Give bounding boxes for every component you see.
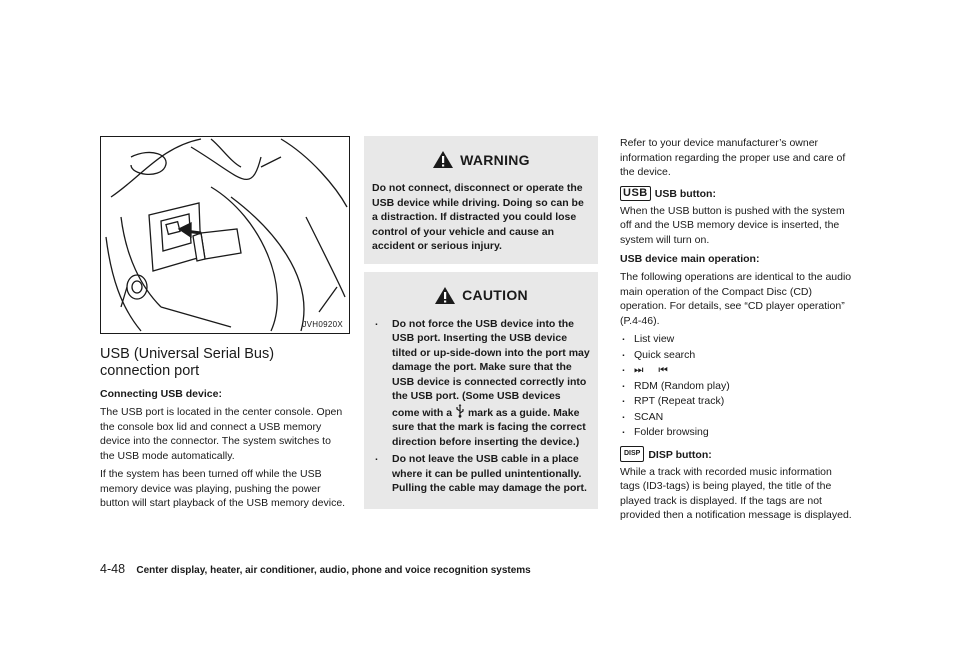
warning-box <box>364 136 598 264</box>
disp-key-icon: DISP <box>620 446 644 462</box>
paragraph: If the system has been turned off while the USB memory device was playing, pushing the power button will start playback of the USB memory device. <box>100 468 346 509</box>
list-item: . SCAN <box>620 410 852 425</box>
list-item: . Quick search <box>620 348 852 363</box>
caution-box <box>364 272 598 509</box>
paragraph: The USB port is located in the center console. Open the console box lid and connect a USB memory device into the connector. The system switches to the USB mode automatically. <box>100 406 343 462</box>
disp-button-heading-row <box>620 446 852 462</box>
operations-list <box>620 332 852 440</box>
warning-text: Do not connect, disconnect or operate the USB device while driving. Doing so can be a distraction. If distracted you could lose control of your vehicle and cause an accident or serious injury. <box>372 182 584 252</box>
middle-column <box>364 136 598 509</box>
list-item: . ⏭ ⏮ <box>620 363 852 378</box>
paragraph: While a track with recorded music information tags (ID3-tags) is being played, the title of the played track is displayed. If the tags are not provided then a notification message is displayed. <box>620 465 852 521</box>
paragraph: When the USB button is pushed with the system off and the USB memory device is inserted, the system will turn on. <box>620 204 845 246</box>
warning-triangle-icon <box>432 150 454 169</box>
disp-button-heading: DISP button: <box>648 448 712 461</box>
page-footer <box>100 562 531 576</box>
usb-key-icon: USB <box>620 186 651 201</box>
caution-item-text: mark as a guide. Make sure that the mark is facing the correct direction before inserting the device.) <box>392 406 586 448</box>
warning-title: WARNING <box>460 151 530 168</box>
caution-triangle-icon <box>434 286 456 305</box>
caution-list <box>372 317 590 496</box>
list-item: . Folder browsing <box>620 425 852 440</box>
figure-code: JVH0920X <box>302 320 343 329</box>
chapter-title: Center display, heater, air conditioner, audio, phone and voice recognition systems <box>136 565 531 576</box>
list-item: . List view <box>620 332 852 347</box>
list-item: . RDM (Random play) <box>620 379 852 394</box>
console-drawing <box>101 137 349 333</box>
caution-item-text: Do not force the USB device into the USB port. Inserting the USB device tilted or up-side-down into the port may damage the port. Make sure that the USB device is connected correctly into the USB port. (Some USB devices come with a <box>392 317 590 419</box>
usb-port-illustration <box>100 136 350 334</box>
usb-button-heading-row <box>620 186 852 201</box>
right-column <box>620 136 852 527</box>
caution-title: CAUTION <box>462 287 528 303</box>
page-number: 4-48 <box>100 562 126 576</box>
usb-button-heading: USB button: <box>654 187 716 200</box>
usb-symbol-icon <box>455 404 465 418</box>
main-operation-heading: USB device main operation: <box>620 253 760 265</box>
connecting-heading: Connecting USB device: <box>100 388 222 400</box>
section-title: USB (Universal Serial Bus) connection port <box>100 346 275 379</box>
left-column <box>100 136 348 515</box>
list-item <box>372 317 590 450</box>
intro-paragraph: Refer to your device manufacturer’s owner information regarding the proper use and care of the device. <box>620 137 846 178</box>
list-item: . Do not leave the USB cable in a place where it can be pulled unintentionally. Pulling the cable may damage the port. <box>372 452 590 496</box>
list-item: . RPT (Repeat track) <box>620 394 852 409</box>
paragraph: The following operations are identical to the audio main operation of the Compact Disc (CD) operation. For details, see “CD player operation” (P.4-46). <box>620 271 852 327</box>
